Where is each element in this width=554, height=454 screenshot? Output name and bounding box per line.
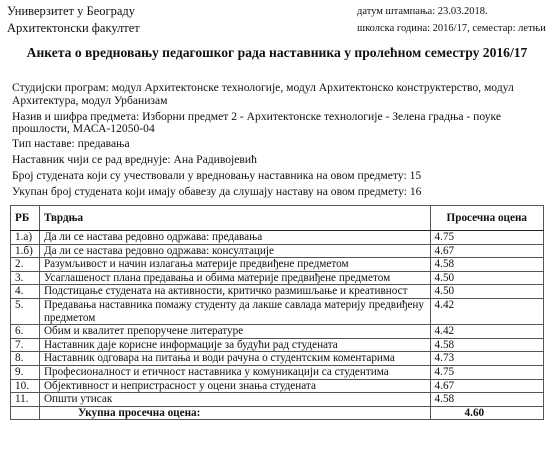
- row-number: 6.: [11, 325, 40, 339]
- table-row: [11, 393, 544, 407]
- row-average: 4.50: [430, 285, 543, 299]
- document-header: [7, 3, 547, 39]
- total-row: [11, 406, 544, 420]
- row-number: 1.б): [11, 244, 40, 258]
- row-number: 8.: [11, 352, 40, 366]
- row-average: 4.58: [430, 258, 543, 272]
- participant-count: Број студената који су учествовали у вредновању наставника на овом предмету: 15: [12, 168, 422, 182]
- table-row: [11, 365, 544, 379]
- survey-title: Анкета о вредновању педагошког рада наставника у пролећном семестру 2016/17: [26, 45, 528, 60]
- row-statement: Да ли се настава редовно одржава: предавања: [39, 231, 430, 245]
- row-average: 4.75: [430, 231, 543, 245]
- printed-date: датум штампања: 23.03.2018.: [357, 6, 488, 17]
- table-row: [11, 338, 544, 352]
- print-info-block: [357, 3, 547, 37]
- row-average: 4.58: [430, 393, 543, 407]
- row-statement: Општи утисак: [39, 393, 430, 407]
- total-value: 4.60: [430, 406, 543, 420]
- row-statement: Професионалност и етичност наставника у комуникацији са студентима: [39, 365, 430, 379]
- row-statement: Разумљивост и начин излагања материје предвиђене предметом: [39, 258, 430, 272]
- row-number: 4.: [11, 285, 40, 299]
- table-row: [11, 352, 544, 366]
- row-statement: Предавања наставника помажу студенту да лакше савлада материју предвиђену предметом: [39, 298, 430, 324]
- evaluated-teacher: Наставник чији се рад вреднује: Ана Радивојевић: [12, 152, 257, 166]
- school-year: школска година: 2016/17, семестар: летњи: [357, 23, 546, 34]
- row-number: 3.: [11, 271, 40, 285]
- row-number: 1.а): [11, 231, 40, 245]
- row-average: 4.67: [430, 244, 543, 258]
- table-row: [11, 325, 544, 339]
- column-header-rb: РБ: [11, 206, 40, 231]
- row-statement: Усаглашеност плана предавања и обима материје предвиђене предметом: [39, 271, 430, 285]
- row-number: 9.: [11, 365, 40, 379]
- row-statement: Обим и квалитет препоручене литературе: [39, 325, 430, 339]
- row-number: 10.: [11, 379, 40, 393]
- row-number: 2.: [11, 258, 40, 272]
- row-average: 4.58: [430, 338, 543, 352]
- row-statement: Наставник одговара на питања и води рачуна о студентским коментарима: [39, 352, 430, 366]
- row-average: 4.75: [430, 365, 543, 379]
- total-label: Укупна просечна оцена:: [39, 406, 430, 420]
- university-name: Универзитет у Београду: [7, 4, 136, 18]
- subject-name: Назив и шифра предмета: Изборни предмет 2 - Архитектонске технологије - Зелена градња - поуке прошлости, МАСА-12050-04: [12, 109, 502, 136]
- table-row: [11, 379, 544, 393]
- row-average: 4.73: [430, 352, 543, 366]
- teaching-type: Тип наставе: предавања: [12, 136, 130, 150]
- table-row: [11, 298, 544, 324]
- column-header-statement: Тврдња: [39, 206, 430, 231]
- institution-block: [7, 3, 140, 37]
- row-number: 7.: [11, 338, 40, 352]
- table-row: [11, 271, 544, 285]
- row-average: 4.42: [430, 325, 543, 339]
- study-program: Студијски програм: модул Архитектонске технологије, модул Архитектонско конструктерство, модул Архитектура, модул Урбанизам: [12, 81, 514, 107]
- grades-table: [10, 205, 544, 420]
- table-body: [11, 231, 544, 407]
- survey-info: [12, 82, 542, 200]
- row-statement: Објективност и непристрасност у оцени знања студената: [39, 379, 430, 393]
- table-row: [11, 258, 544, 272]
- column-header-average: Просечна оцена: [430, 206, 543, 231]
- row-number: 5.: [11, 298, 40, 324]
- row-number: 11.: [11, 393, 40, 407]
- row-statement: Да ли се настава редовно одржава: консултације: [39, 244, 430, 258]
- row-average: 4.67: [430, 379, 543, 393]
- table-row: [11, 285, 544, 299]
- faculty-name: Архитектонски факултет: [7, 21, 140, 35]
- row-average: 4.50: [430, 271, 543, 285]
- total-student-count: Укупан број студената који имају обавезу да слушају наставу на овом предмету: 16: [12, 184, 422, 198]
- table-row: [11, 231, 544, 245]
- row-average: 4.42: [430, 298, 543, 324]
- row-statement: Подстицање студената на активности, критичко размишљање и креативност: [39, 285, 430, 299]
- row-statement: Наставник даје корисне информације за будући рад студената: [39, 338, 430, 352]
- table-row: [11, 244, 544, 258]
- total-rb-cell: [11, 406, 40, 420]
- table-header-row: [11, 206, 544, 231]
